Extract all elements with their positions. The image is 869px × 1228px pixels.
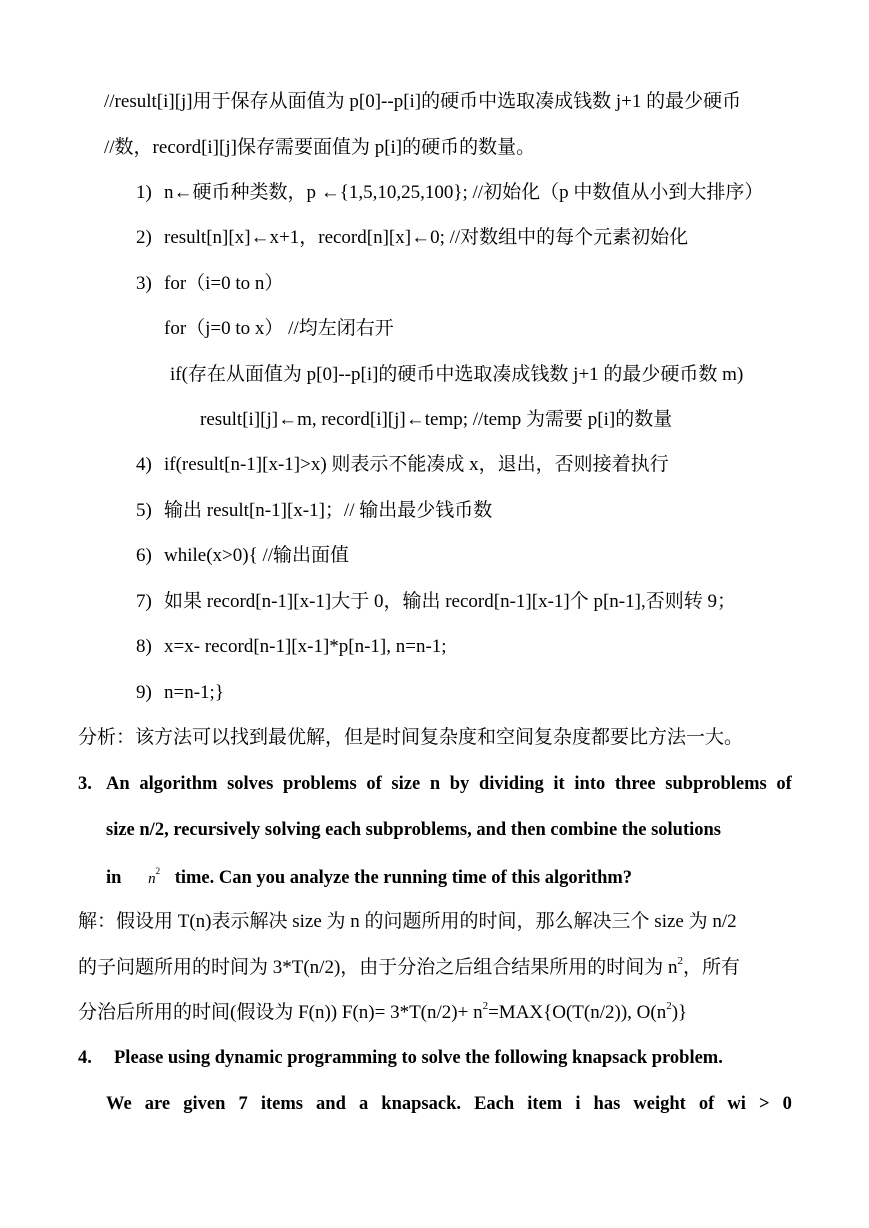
step-text: n←硬币种类数，p ←{1,5,10,25,100}; //初始化（p 中数值从小到大排序） — [164, 182, 764, 203]
step-text: x=x- record[n-1][x-1]*p[n-1], n=n-1; — [164, 636, 447, 657]
superscript: 2 — [666, 999, 672, 1012]
algo-step — [136, 181, 763, 205]
answer-3-line-2-b: ，所有 — [683, 957, 741, 978]
answer-3-line-2-a: 的子问题所用的时间为 3*T(n/2)，由于分治之后组合结果所用的时间为 n — [78, 957, 678, 978]
q4-word: i — [575, 1094, 581, 1114]
q4-word: item — [527, 1094, 563, 1114]
step-number: 1) — [136, 182, 152, 203]
word: algorithm — [139, 774, 218, 794]
question-4-line-2 — [106, 1092, 792, 1116]
q4-word: wi — [727, 1094, 746, 1114]
step-text: while(x>0){ //输出面值 — [164, 545, 350, 566]
algo-step — [136, 499, 492, 523]
question-3-line-2: size n/2, recursively solving each subproblems, and then combine the solutions — [106, 820, 722, 840]
step-text: for（i=0 to n） — [164, 273, 284, 294]
algo-step — [136, 226, 688, 250]
superscript: 2 — [482, 999, 489, 1012]
step-number: 9) — [136, 682, 152, 703]
q3-line-3-rest: time. Can you analyze the running time of this algorithm? — [174, 868, 633, 888]
question-4-line-1: Please using dynamic programming to solve the following knapsack problem. — [114, 1048, 723, 1068]
q4-word: a — [358, 1094, 369, 1114]
answer-3-line-3-b: =MAX{O(T(n/2)), O(n — [488, 1002, 667, 1023]
word: dividing — [478, 774, 544, 794]
word: by — [449, 774, 470, 794]
answer-3-line-3-a: 分治后所用的时间(假设为 F(n)) F(n)= 3*T(n/2)+ n — [78, 1002, 483, 1023]
step-text: result[n][x]←x+1，record[n][x]←0; //对数组中的每个元素初始化 — [164, 227, 689, 248]
q4-word: We — [106, 1094, 132, 1114]
algo-step-assign: result[i][j]←m, record[i][j]←temp; //temp 为需要 p[i]的数量 — [200, 409, 673, 430]
step-number: 5) — [136, 500, 152, 521]
algo-step — [136, 272, 283, 296]
q4-word: Each — [474, 1094, 515, 1114]
question-3-line-1-text — [106, 772, 792, 796]
algo-step — [136, 453, 669, 477]
algo-step — [136, 544, 349, 568]
comment-line-2: //数，record[i][j]保存需要面值为 p[i]的硬币的数量。 — [104, 137, 536, 158]
word: solves — [227, 774, 274, 794]
q4-word: has — [593, 1094, 621, 1114]
q4-word: and — [316, 1094, 346, 1114]
algo-step — [136, 635, 447, 659]
algo-step-if: if(存在从面值为 p[0]--p[i]的硬币中选取凑成钱数 j+1 的最少硬币数 m) — [170, 364, 744, 385]
word: three — [614, 774, 656, 794]
word: of — [366, 774, 382, 794]
step-number: 2) — [136, 227, 152, 248]
answer-3-line-2 — [78, 956, 740, 980]
question-4-number: 4. — [78, 1048, 92, 1068]
question-3-line-1 — [106, 772, 792, 796]
question-3-number: 3. — [78, 774, 92, 794]
answer-3-line-1: 解：假设用 T(n)表示解决 size 为 n 的问题所用的时间，那么解决三个 size 为 n/2 — [78, 911, 737, 932]
step-number: 4) — [136, 454, 152, 475]
math-exponent: 2 — [155, 865, 161, 876]
algo-step — [136, 590, 736, 614]
step-text: 如果 record[n-1][x-1]大于 0，输出 record[n-1][x-1]个 p[n-1],否则转 9； — [164, 591, 736, 612]
q4-word: > — [759, 1094, 770, 1114]
word: it — [553, 774, 565, 794]
word: of — [776, 774, 792, 794]
step-number: 7) — [136, 591, 152, 612]
algo-step-inner-for: for（j=0 to x） //均左闭右开 — [164, 318, 394, 339]
word: An — [106, 774, 130, 794]
step-text: n=n-1;} — [164, 682, 224, 703]
step-number: 6) — [136, 545, 152, 566]
step-text: if(result[n-1][x-1]>x) 则表示不能凑成 x，退出，否则接着执行 — [164, 454, 669, 475]
q4-word: of — [698, 1094, 715, 1114]
analysis-text: 分析：该方法可以找到最优解，但是时间复杂度和空间复杂度都要比方法一大。 — [78, 727, 744, 748]
step-number: 8) — [136, 636, 152, 657]
word: problems — [282, 774, 357, 794]
word: into — [574, 774, 606, 794]
word: n — [429, 774, 441, 794]
question-3-line-3 — [106, 866, 632, 891]
q3-in-word: in — [106, 868, 122, 888]
math-n: n — [148, 871, 156, 887]
q4-word: 0 — [782, 1094, 792, 1114]
step-number: 3) — [136, 273, 152, 294]
comment-line-1: //result[i][j]用于保存从面值为 p[0]--p[i]的硬币中选取凑成钱数 j+1 的最少硬币 — [104, 91, 742, 112]
q4-word: weight — [633, 1094, 686, 1114]
answer-3-line-3 — [78, 1001, 687, 1025]
q4-word: knapsack. — [381, 1094, 461, 1114]
q4-word: given — [183, 1094, 226, 1114]
q4-word: items — [260, 1094, 303, 1114]
algo-step — [136, 681, 224, 705]
word: subproblems — [665, 774, 767, 794]
step-text: 输出 result[n-1][x-1]；// 输出最少钱币数 — [164, 500, 493, 521]
word: size — [391, 774, 421, 794]
answer-3-line-3-c: )} — [671, 1002, 688, 1023]
superscript: 2 — [677, 954, 684, 967]
q4-word: are — [144, 1094, 171, 1114]
q4-word: 7 — [238, 1094, 248, 1114]
